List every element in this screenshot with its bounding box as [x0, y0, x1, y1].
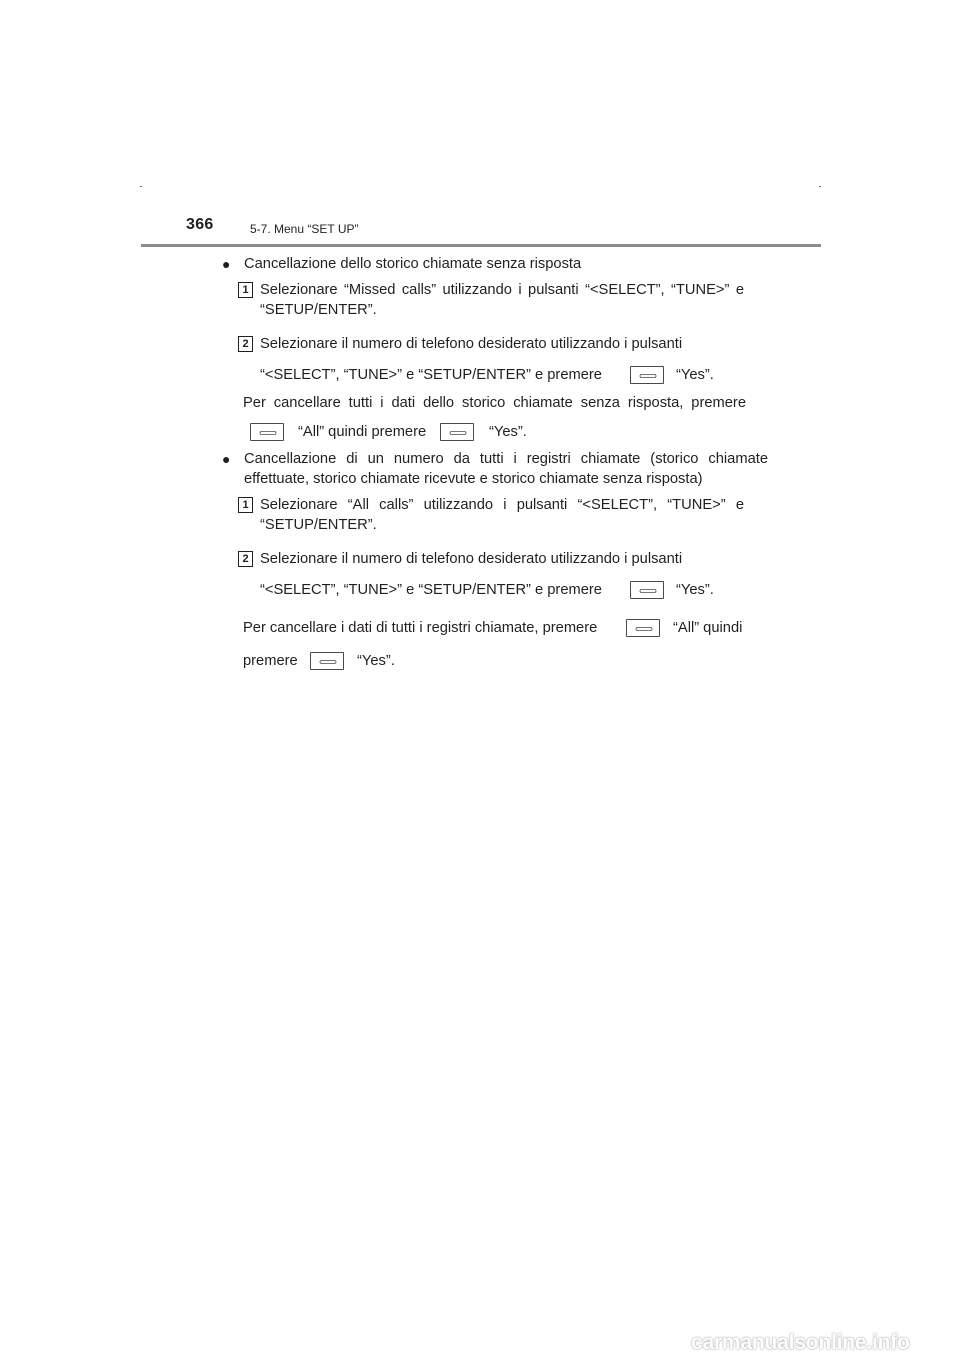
- step-text: Selezionare “All calls” utilizzando i pulsanti “<SELECT”, “TUNE>” e “SETUP/ENTER”.: [260, 497, 744, 533]
- note-text: Per cancellare tutti i dati dello storico chiamate senza risposta, premere: [243, 395, 746, 411]
- note-text-continued: “All” quindi premere: [298, 424, 427, 440]
- button-icon: [630, 581, 664, 599]
- step-number-badge: 2: [238, 336, 253, 352]
- button-icon: [630, 366, 664, 384]
- step-text-continued: “<SELECT”, “TUNE>” e “SETUP/ENTER” e premere: [260, 582, 602, 598]
- step-text: Selezionare “Missed calls” utilizzando i pulsanti “<SELECT”, “TUNE>” e “SETUP/ENTER”.: [260, 282, 744, 318]
- bullet-text: Cancellazione di un numero da tutti i registri chiamate (storico chiamate effettuate, storico chiamate ricevute e storico chiamate senza risposta): [244, 451, 768, 487]
- bullet-icon: ●: [222, 256, 231, 272]
- page-number: 366: [186, 216, 214, 233]
- header-rule: [141, 244, 821, 247]
- crop-mark-right: [819, 186, 821, 187]
- button-icon: [310, 652, 344, 670]
- step-text: Selezionare il numero di telefono desiderato utilizzando i pulsanti: [260, 551, 683, 567]
- step-text-continued: “Yes”.: [676, 582, 714, 598]
- button-icon: [626, 619, 660, 637]
- watermark-text: carmanualsonline.info: [691, 1331, 910, 1354]
- note-text-continued: “Yes”.: [357, 653, 395, 669]
- step-number-badge: 2: [238, 551, 253, 567]
- crop-mark-left: [140, 186, 142, 187]
- button-icon: [250, 423, 284, 441]
- bullet-icon: ●: [222, 451, 231, 467]
- step-text-continued: “<SELECT”, “TUNE>” e “SETUP/ENTER” e premere: [260, 367, 602, 383]
- step-text-continued: “Yes”.: [676, 367, 714, 383]
- button-icon: [440, 423, 474, 441]
- note-text-continued: “All” quindi: [673, 620, 743, 636]
- section-title: 5-7. Menu “SET UP”: [250, 222, 359, 236]
- step-number-badge: 1: [238, 497, 253, 513]
- note-text-continued: “Yes”.: [489, 424, 527, 440]
- note-text: Per cancellare i dati di tutti i registri chiamate, premere: [243, 620, 598, 636]
- step-text: Selezionare il numero di telefono desiderato utilizzando i pulsanti: [260, 336, 683, 352]
- note-text-continued: premere: [243, 653, 298, 669]
- step-number-badge: 1: [238, 282, 253, 298]
- bullet-text: Cancellazione dello storico chiamate senza risposta: [244, 256, 582, 272]
